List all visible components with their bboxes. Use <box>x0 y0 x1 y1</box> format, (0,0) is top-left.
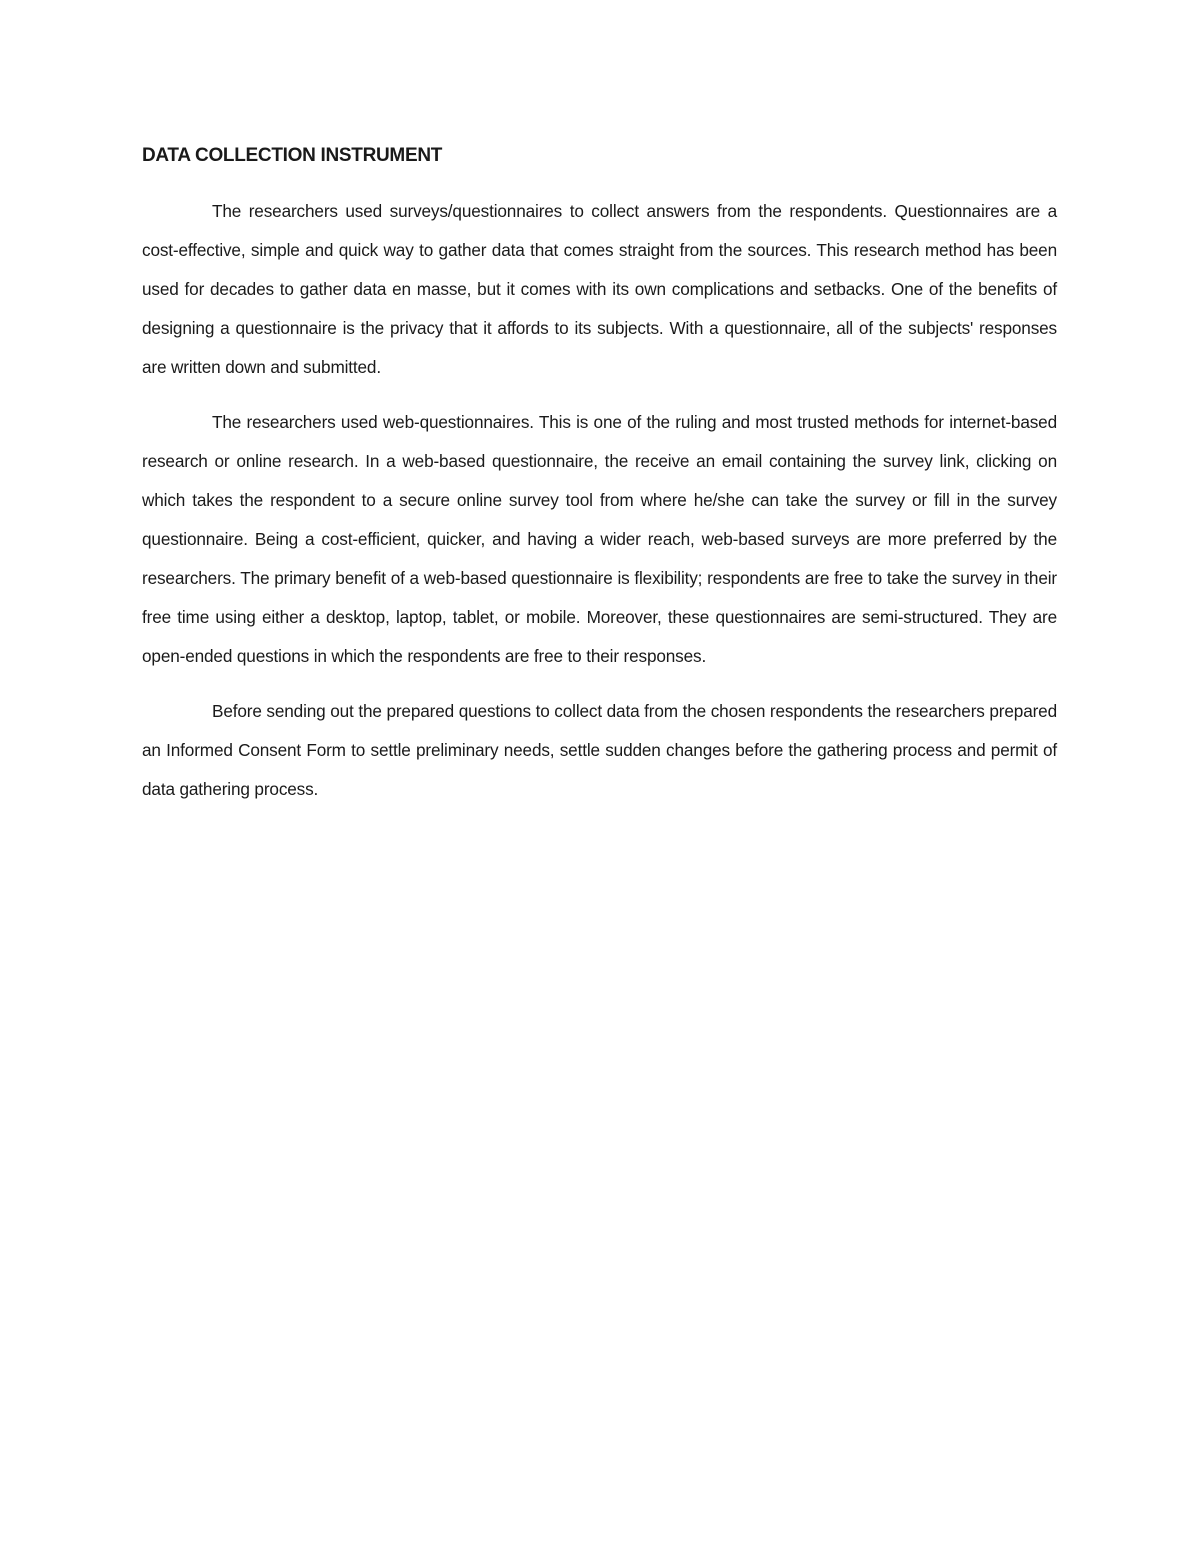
paragraph-1: The researchers used surveys/questionnaires to collect answers from the respondents. Questionnaires are a cost-effective, simple and quick way to gather data that comes straight from the sources. This research method has been used for decades to gather data en masse, but it comes with its own complications and setbacks. One of the benefits of designing a questionnaire is the privacy that it affords to its subjects. With a questionnaire, all of the subjects' responses are written down and submitted. <box>142 201 1057 377</box>
paragraph-2: The researchers used web-questionnaires. This is one of the ruling and most trusted methods for internet-based research or online research. In a web-based questionnaire, the receive an email containing the survey link, clicking on which takes the respondent to a secure online survey tool from where he/she can take the survey or fill in the survey questionnaire. Being a cost-efficient, quicker, and having a wider reach, web-based surveys are more preferred by the researchers. The primary benefit of a web-based questionnaire is flexibility; respondents are free to take the survey in their free time using either a desktop, laptop, tablet, or mobile. Moreover, these questionnaires are semi-structured. They are open-ended questions in which the respondents are free to their responses. <box>142 412 1057 666</box>
paragraph-3: Before sending out the prepared questions to collect data from the chosen respondents the researchers prepared an Informed Consent Form to settle preliminary needs, settle sudden changes before the gathering process and permit of data gathering process. <box>142 701 1057 799</box>
section-heading: DATA COLLECTION INSTRUMENT <box>142 145 443 166</box>
document-body <box>142 143 1057 825</box>
